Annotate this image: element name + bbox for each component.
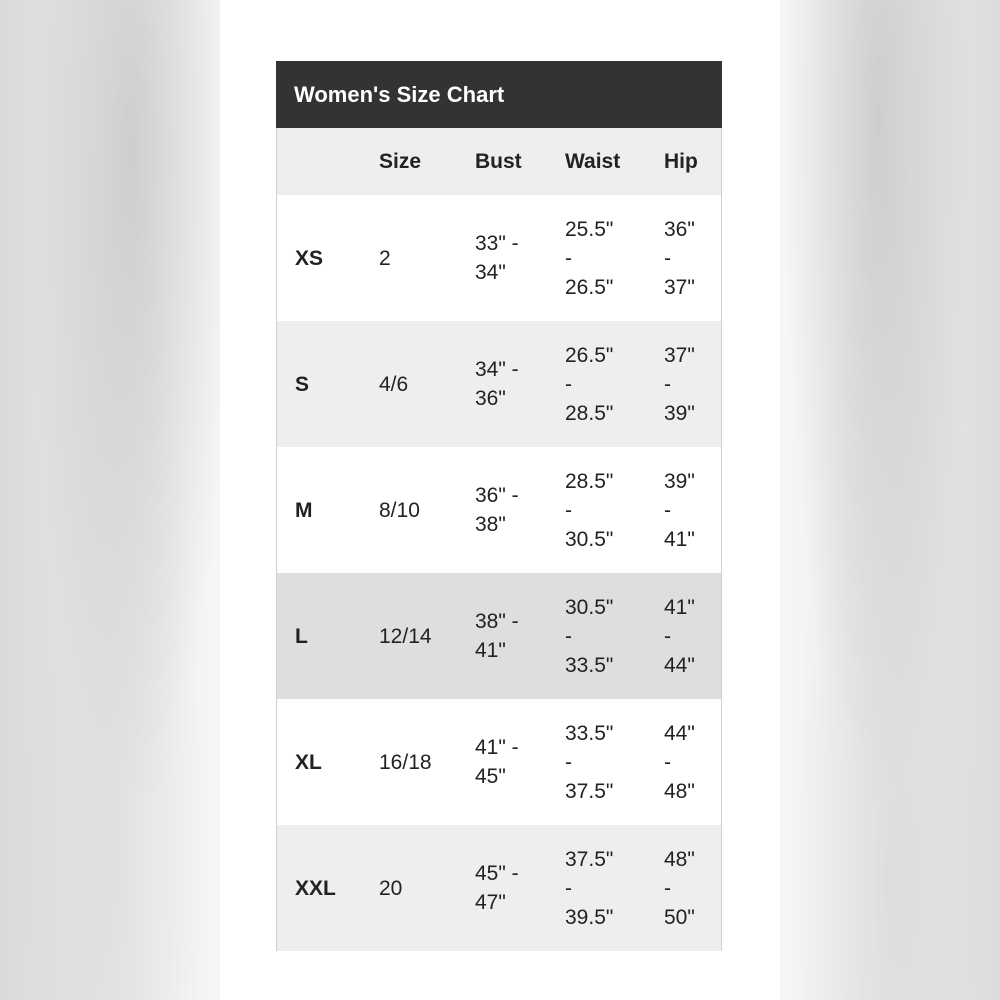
table-row — [277, 573, 721, 699]
chart-title: Women's Size Chart — [276, 61, 722, 128]
row-size-label: XL — [295, 750, 322, 774]
row-numeric-size: 8/10 — [379, 498, 420, 522]
background-right — [780, 0, 1000, 1000]
row-hip: 44" - 48" — [664, 721, 695, 803]
table-row — [277, 699, 721, 825]
row-bust: 38" - 41" — [475, 610, 519, 662]
row-bust: 34" - 36" — [475, 358, 519, 410]
header-row — [277, 128, 721, 195]
row-hip: 36" - 37" — [664, 217, 695, 299]
header-waist: Waist — [565, 150, 621, 173]
row-waist: 28.5" - 30.5" — [565, 469, 614, 551]
row-waist: 30.5" - 33.5" — [565, 595, 614, 677]
row-bust: 41" - 45" — [475, 736, 519, 788]
row-waist: 26.5" - 28.5" — [565, 343, 614, 425]
table-row — [277, 195, 721, 321]
row-hip: 39" - 41" — [664, 469, 695, 551]
row-size-label: XS — [295, 246, 324, 270]
row-numeric-size: 2 — [379, 246, 391, 270]
row-numeric-size: 4/6 — [379, 372, 409, 396]
size-chart-table — [276, 61, 722, 951]
background-left — [0, 0, 220, 1000]
row-hip: 37" - 39" — [664, 343, 695, 425]
row-numeric-size: 20 — [379, 876, 403, 900]
row-bust: 33" - 34" — [475, 232, 519, 284]
header-bust: Bust — [475, 150, 522, 173]
row-waist: 33.5" - 37.5" — [565, 721, 614, 803]
row-size-label: S — [295, 372, 310, 396]
row-hip: 41" - 44" — [664, 595, 695, 677]
row-size-label: L — [295, 624, 308, 648]
row-size-label: M — [295, 498, 313, 522]
table-row — [277, 825, 721, 951]
row-numeric-size: 16/18 — [379, 750, 432, 774]
row-size-label: XXL — [295, 876, 336, 900]
row-bust: 36" - 38" — [475, 484, 519, 536]
row-hip: 48" - 50" — [664, 847, 695, 929]
row-numeric-size: 12/14 — [379, 624, 432, 648]
row-bust: 45" - 47" — [475, 862, 519, 914]
table-row — [277, 447, 721, 573]
row-waist: 37.5" - 39.5" — [565, 847, 614, 929]
header-hip: Hip — [664, 150, 698, 173]
row-waist: 25.5" - 26.5" — [565, 217, 614, 299]
header-size: Size — [379, 150, 422, 173]
table-row — [277, 321, 721, 447]
